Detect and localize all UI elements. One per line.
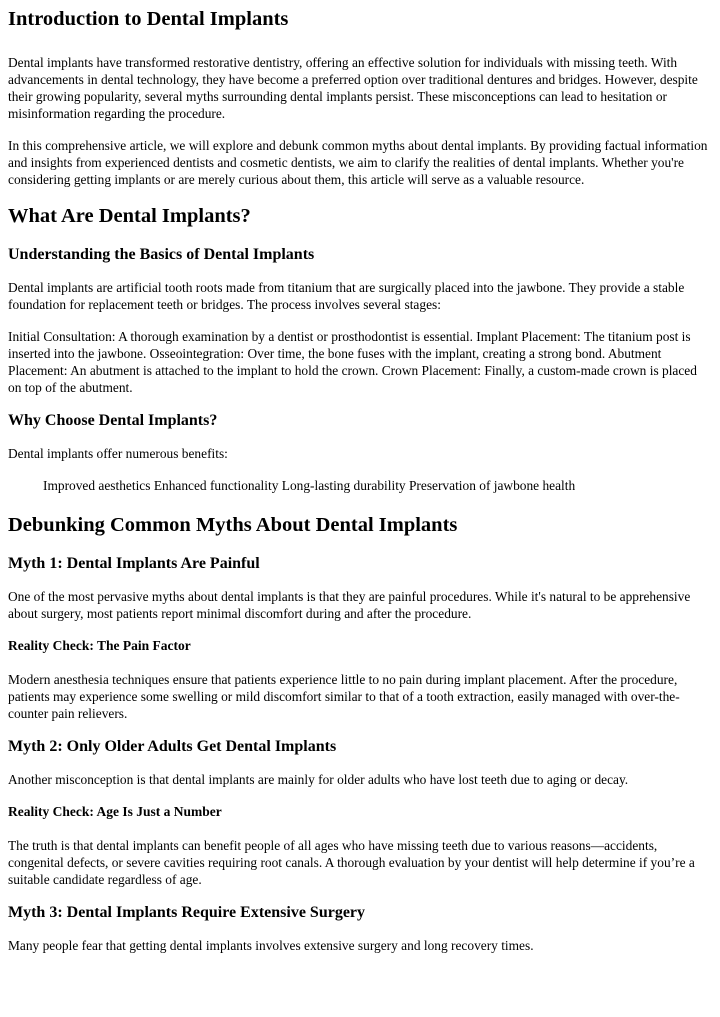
myth-1-paragraph: One of the most pervasive myths about dental implants is that they are painful procedures. While it's natural to be apprehensive about surgery, most patients report minimal discomfort during and after the procedure. bbox=[8, 589, 691, 621]
intro-heading: Introduction to Dental Implants bbox=[8, 8, 289, 30]
basics-heading: Understanding the Basics of Dental Implants bbox=[8, 246, 315, 263]
myth-1-heading: Myth 1: Dental Implants Are Painful bbox=[8, 555, 260, 572]
what-heading: What Are Dental Implants? bbox=[8, 205, 251, 227]
myth-3-paragraph: Many people fear that getting dental implants involves extensive surgery and long recovery times. bbox=[8, 938, 534, 953]
myth-2-reality-paragraph: The truth is that dental implants can benefit people of all ages who have missing teeth due to various reasons—accidents, congenital defects, or severe cavities requiring root canals. A thorough evaluation by your dentist will help determine if you’re a suitable candidate regardless of age. bbox=[8, 838, 695, 887]
intro-paragraph-2: In this comprehensive article, we will explore and debunk common myths about dental implants. By providing factual information and insights from experienced dentists and cosmetic dentists, we aim to clarify the realities of dental implants. Whether you're considering getting implants or are merely curious about them, this article will serve as a valuable resource. bbox=[8, 138, 708, 187]
intro-paragraph-1: Dental implants have transformed restorative dentistry, offering an effective solution for individuals with missing teeth. With advancements in dental technology, they have become a preferred option over traditional dentures and bridges. However, despite their growing popularity, several myths surrounding dental implants persist. These misconceptions can lead to hesitation or misinformation regarding the procedure. bbox=[8, 55, 698, 121]
myth-2-heading: Myth 2: Only Older Adults Get Dental Implants bbox=[8, 738, 337, 755]
why-heading: Why Choose Dental Implants? bbox=[8, 412, 218, 429]
myth-2-reality-heading: Reality Check: Age Is Just a Number bbox=[8, 804, 222, 819]
benefits-list bbox=[43, 477, 712, 494]
myth-1-reality-paragraph: Modern anesthesia techniques ensure that patients experience little to no pain during implant placement. After the procedure, patients may experience some swelling or mild discomfort similar to that of a tooth extraction, easily managed with over-the-counter pain relievers. bbox=[8, 672, 680, 721]
benefit-item: Improved aesthetics bbox=[43, 478, 151, 493]
myth-3-heading: Myth 3: Dental Implants Require Extensive Surgery bbox=[8, 904, 366, 921]
myth-1-reality-heading: Reality Check: The Pain Factor bbox=[8, 638, 191, 653]
basics-paragraph-2: Initial Consultation: A thorough examination by a dentist or prosthodontist is essential. Implant Placement: The titanium post is inserted into the jawbone. Osseointegration: Over time, the bone fuses with the implant, creating a strong bond. Abutment Placement: An abutment is attached to the implant to hold the crown. Crown Placement: Finally, a custom-made crown is placed on top of the abutment. bbox=[8, 329, 697, 395]
benefit-item: Long-lasting durability bbox=[281, 478, 406, 493]
benefit-item: Enhanced functionality bbox=[153, 478, 279, 493]
myths-heading: Debunking Common Myths About Dental Implants bbox=[8, 514, 458, 536]
benefit-item: Preservation of jawbone health bbox=[408, 478, 576, 493]
why-paragraph: Dental implants offer numerous benefits: bbox=[8, 446, 228, 461]
basics-paragraph-1: Dental implants are artificial tooth roots made from titanium that are surgically placed into the jawbone. They provide a stable foundation for replacement teeth or bridges. The process involves several stages: bbox=[8, 280, 685, 312]
myth-2-paragraph: Another misconception is that dental implants are mainly for older adults who have lost teeth due to aging or decay. bbox=[8, 772, 629, 787]
